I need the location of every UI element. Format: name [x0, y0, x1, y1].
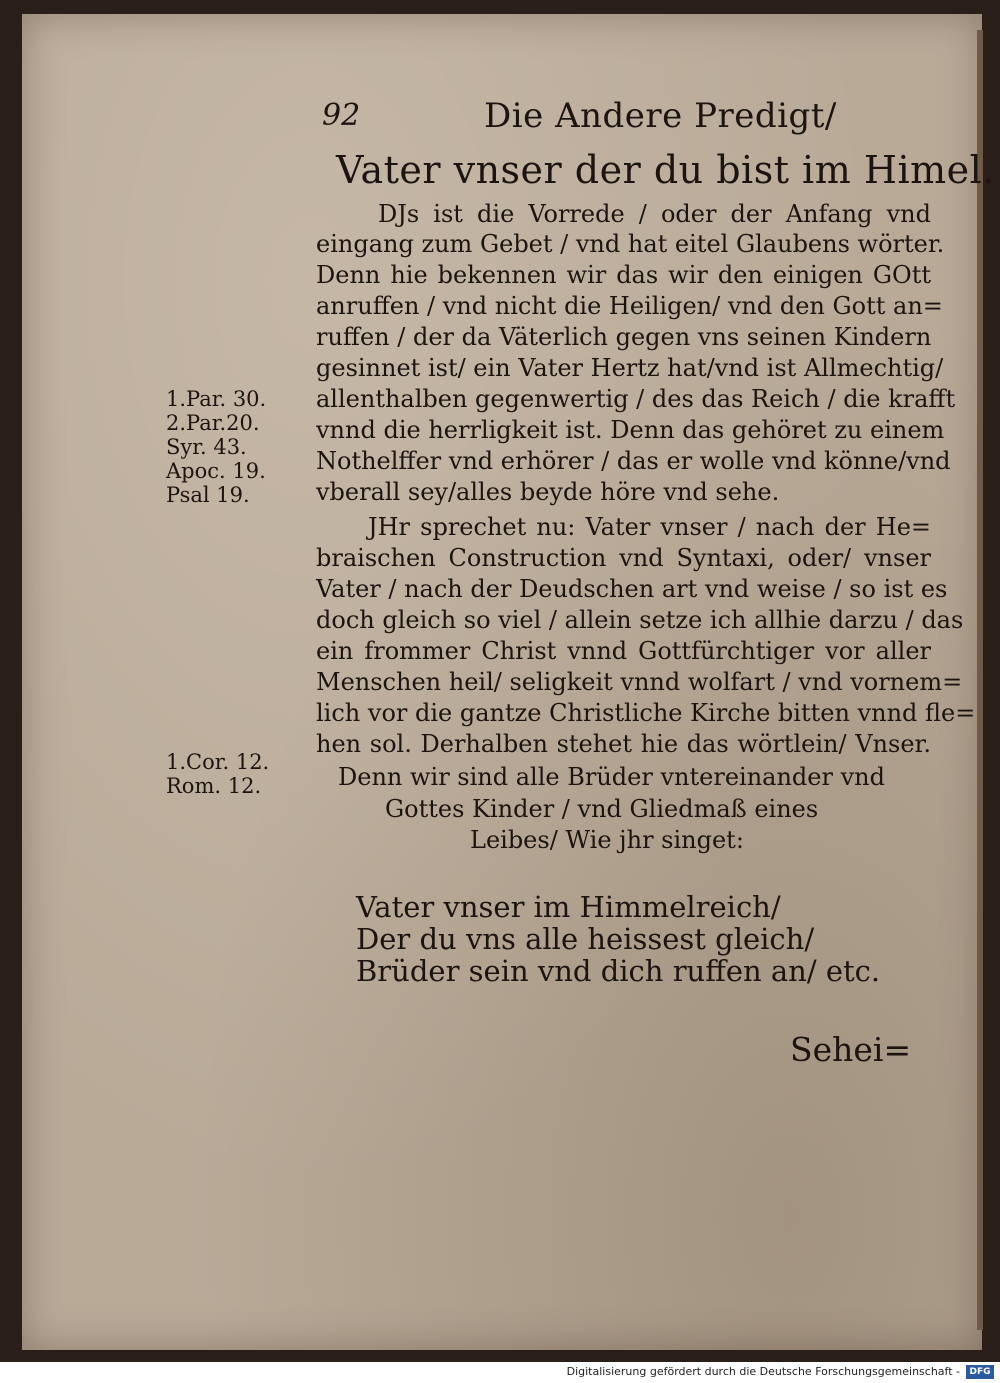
body-line: Leibes/ Wie jhr singet:: [470, 826, 744, 854]
body-line: gesinnet ist/ ein Vater Hertz hat/vnd ist Allmechtig/: [316, 354, 944, 382]
section-title: Vater vnser der du bist im Himel.: [336, 148, 995, 192]
catchword: Sehei=: [790, 1030, 912, 1069]
running-head: [0, 96, 1000, 146]
margin-reference: Apoc. 19.: [166, 459, 266, 483]
body-line: vnnd die herrligkeit ist. Denn das gehöret zu einem: [316, 416, 945, 444]
page-number: 92: [322, 98, 361, 133]
body-line: doch gleich so viel / allein setze ich allhie darzu / das: [316, 606, 964, 634]
body-line: DJs ist die Vorrede / oder der Anfang vnd: [378, 200, 931, 228]
funding-notice: Digitalisierung gefördert durch die Deutsche Forschungsgemeinschaft -: [566, 1365, 960, 1378]
body-line: Denn hie bekennen wir das wir den einigen GOtt: [316, 261, 931, 289]
margin-reference: Psal 19.: [166, 483, 250, 507]
page-edge: [977, 30, 983, 1330]
running-title: Die Andere Predigt/: [484, 96, 837, 136]
body-line: Gottes Kinder / vnd Gliedmaß eines: [385, 795, 819, 823]
verse-line: Der du vns alle heissest gleich/: [356, 922, 815, 956]
body-line: anruffen / vnd nicht die Heiligen/ vnd den Gott an=: [316, 292, 943, 320]
margin-reference: 2.Par.20.: [166, 411, 260, 435]
dfg-logo: DFG: [966, 1365, 994, 1379]
body-line: eingang zum Gebet / vnd hat eitel Glaubens wörter.: [316, 230, 945, 258]
body-line: hen sol. Derhalben stehet hie das wörtlein/ Vnser.: [316, 730, 931, 758]
verse-line: Vater vnser im Himmelreich/: [356, 890, 781, 924]
body-line: allenthalben gegenwertig / des das Reich / die krafft: [316, 385, 956, 413]
margin-reference: Syr. 43.: [166, 435, 247, 459]
body-line: braischen Construction vnd Syntaxi, oder/ vnser: [316, 544, 931, 572]
body-line: lich vor die gantze Christliche Kirche bitten vnnd fle=: [316, 699, 976, 727]
verse-line: Brüder sein vnd dich ruffen an/ etc.: [356, 954, 881, 988]
body-line: Menschen heil/ seligkeit vnnd wolfart / vnd vornem=: [316, 668, 963, 696]
body-line: vberall sey/alles beyde höre vnd sehe.: [316, 478, 780, 506]
margin-reference: 1.Cor. 12.: [166, 750, 270, 774]
body-line: ruffen / der da Väterlich gegen vns seinen Kindern: [316, 323, 932, 351]
body-line: ein frommer Christ vnnd Gottfürchtiger vor aller: [316, 637, 931, 665]
margin-reference: Rom. 12.: [166, 774, 262, 798]
footer-bar: [0, 1362, 1000, 1383]
body-line: Vater / nach der Deudschen art vnd weise / so ist es: [316, 575, 948, 603]
margin-reference: 1.Par. 30.: [166, 387, 267, 411]
body-line: Nothelffer vnd erhörer / das er wolle vnd könne/vnd: [316, 447, 951, 475]
body-line: Denn wir sind alle Brüder vntereinander vnd: [338, 763, 885, 791]
body-line: JHr sprechet nu: Vater vnser / nach der He=: [368, 513, 931, 541]
